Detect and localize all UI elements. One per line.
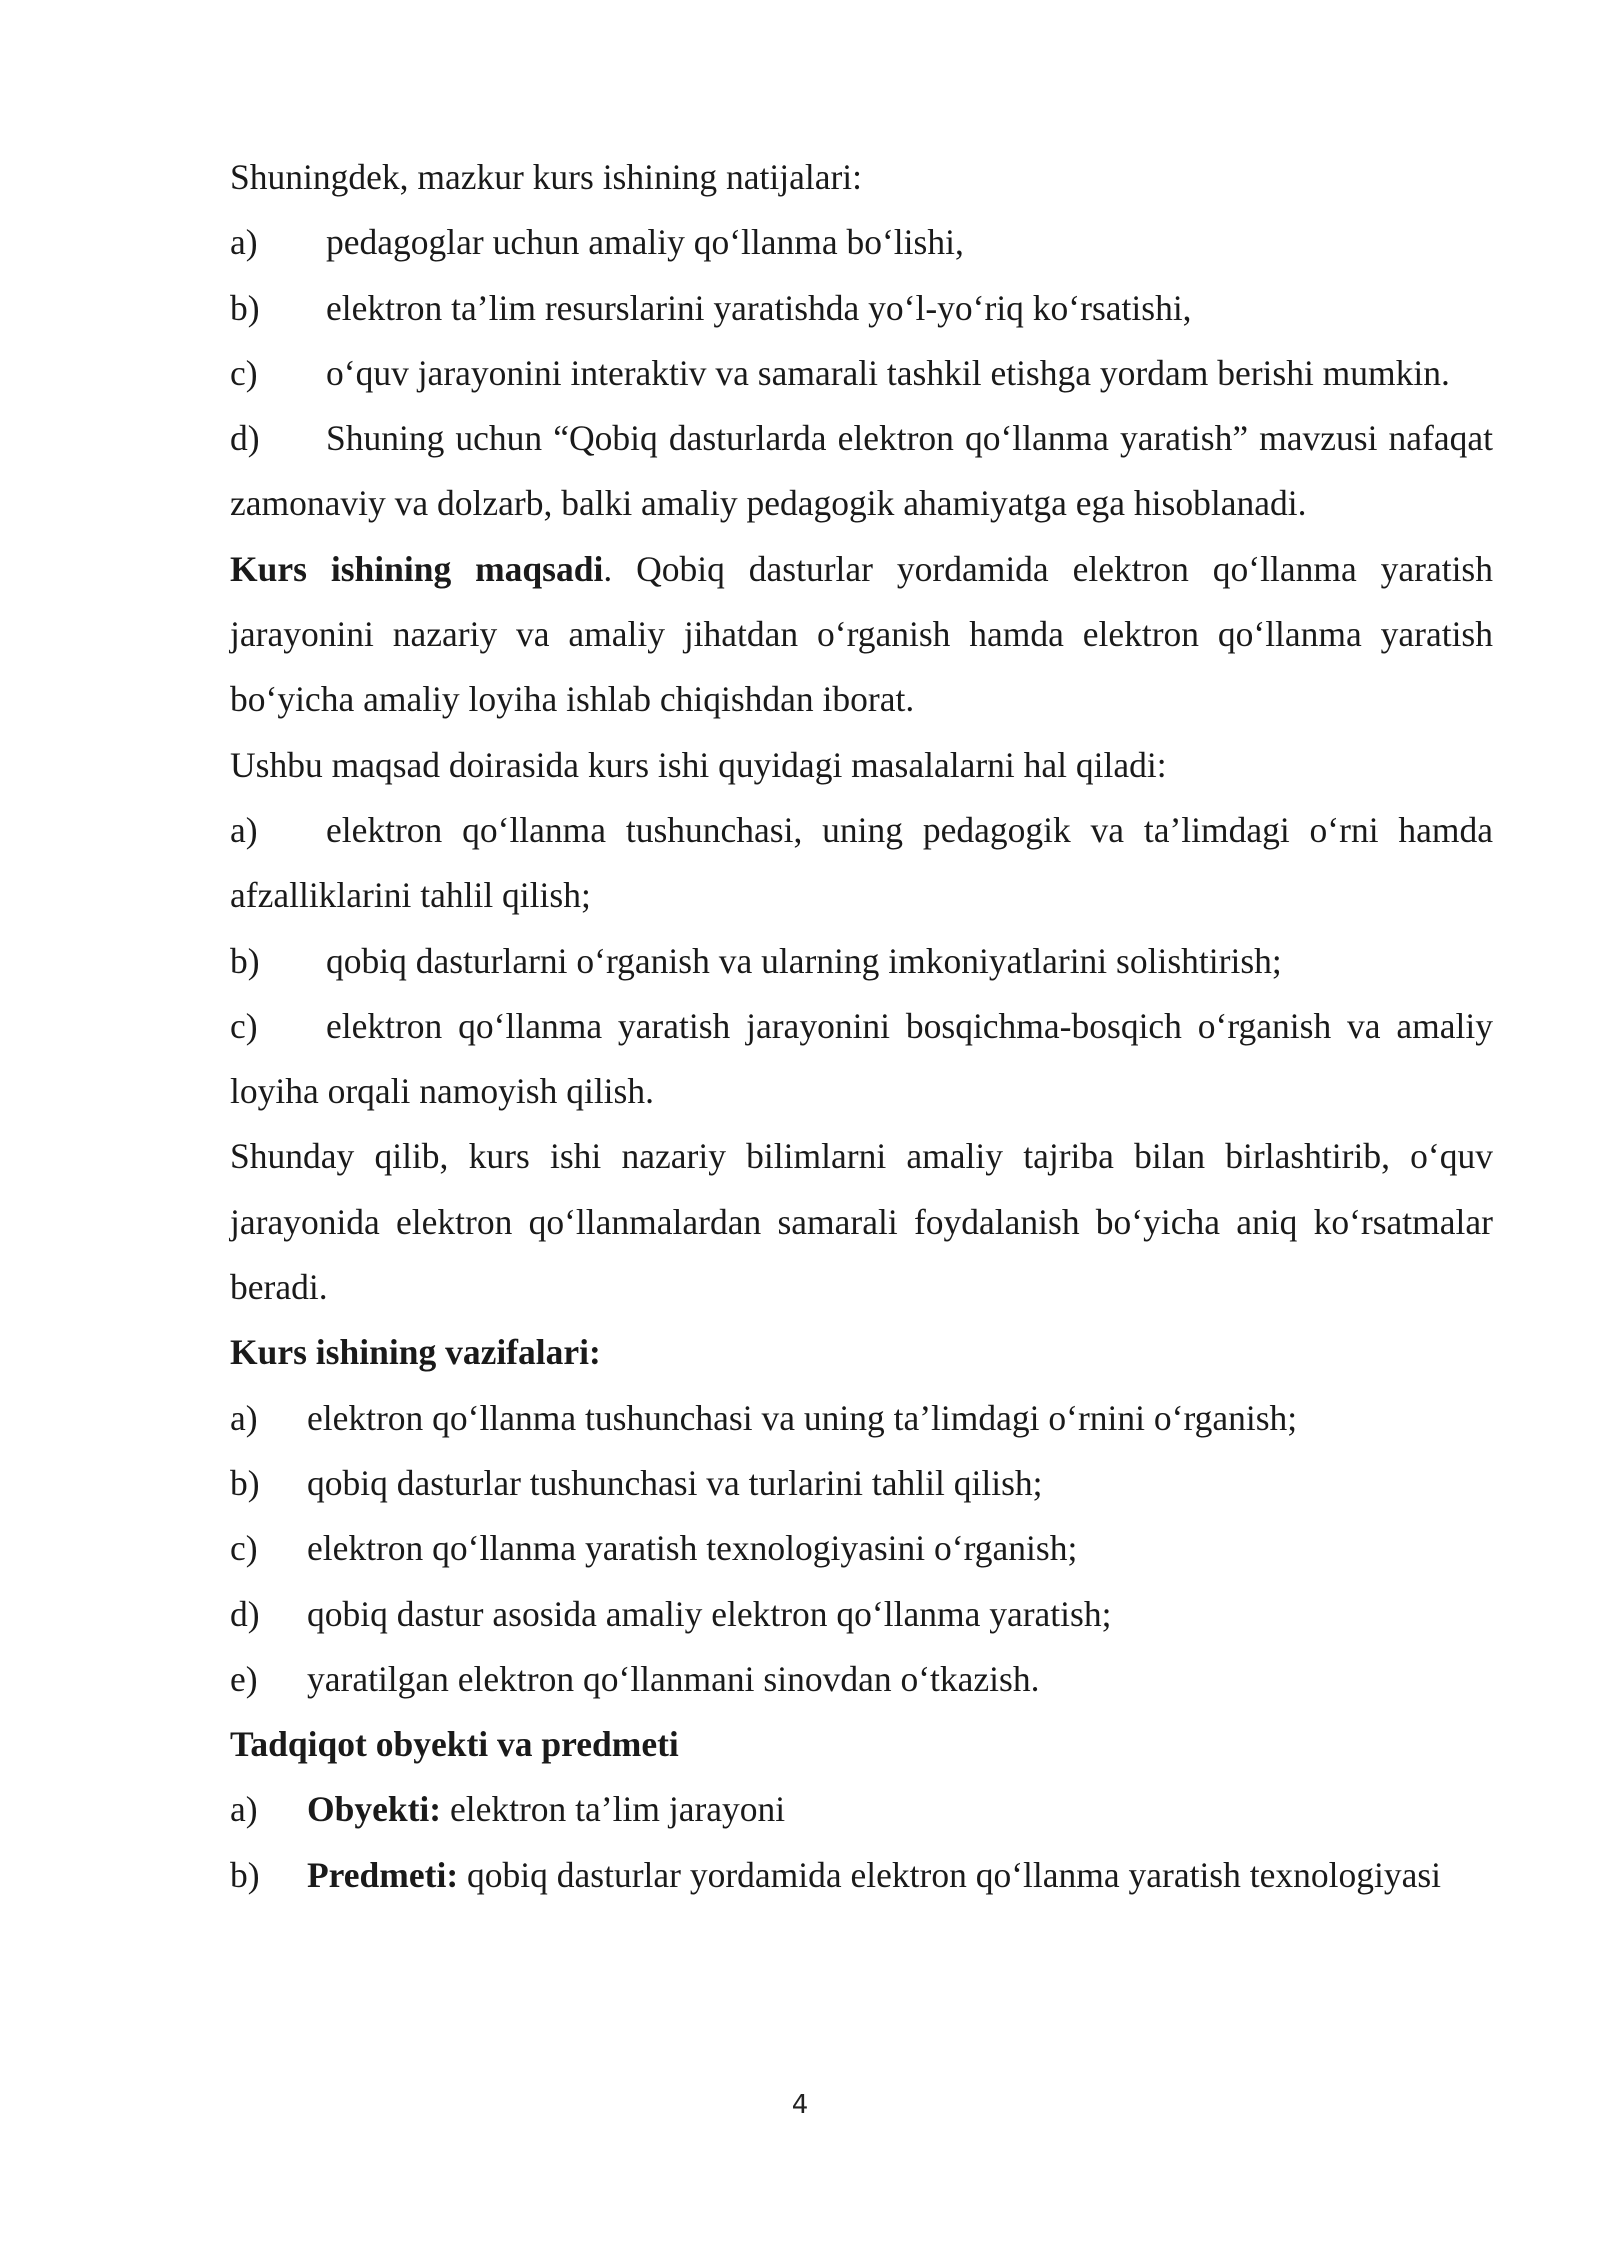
item-label: a) bbox=[230, 1397, 258, 1438]
item-label: b) bbox=[230, 1462, 260, 1503]
object-list bbox=[230, 1777, 1493, 1908]
list-item bbox=[230, 994, 1493, 1125]
object-heading bbox=[230, 1712, 1493, 1777]
item-label: a) bbox=[230, 222, 258, 263]
item-text: elektron ta’lim resurslarini yaratishda yo‘l-yo‘riq ko‘rsatishi, bbox=[326, 287, 1192, 328]
goal-heading: Kurs ishining maqsadi bbox=[230, 548, 604, 589]
results-intro: Shuningdek, mazkur kurs ishining natijalari: bbox=[230, 157, 862, 197]
page-number: 4 bbox=[791, 2090, 809, 2120]
goal-text: . Qobiq dasturlar yordamida elektron qo‘llanma yaratish jarayonini nazariy va amaliy jihatdan o‘rganish hamda elektron qo‘llanma yaratish bo‘yicha amaliy loyiha ishlab chiqishdan iborat. bbox=[230, 548, 1493, 720]
list-item bbox=[230, 1451, 1493, 1516]
item-label: b) bbox=[230, 940, 260, 981]
item-text: elektron qo‘llanma tushunchasi va uning ta’limdagi o‘rnini o‘rganish; bbox=[307, 1397, 1298, 1438]
duties-list bbox=[230, 1386, 1493, 1712]
item-label: c) bbox=[230, 1005, 258, 1046]
results-list bbox=[230, 210, 1493, 536]
item-label: b) bbox=[230, 1854, 260, 1895]
item-text: o‘quv jarayonini interaktiv va samarali tashkil etishga yordam berishi mumkin. bbox=[326, 352, 1450, 393]
list-item bbox=[230, 276, 1493, 341]
item-text: qobiq dasturlarni o‘rganish va ularning imkoniyatlarini solishtirish; bbox=[326, 940, 1282, 981]
item-text: elektron qo‘llanma yaratish jarayonini bosqichma-bosqich o‘rganish va amaliy loyiha orqali namoyish qilish. bbox=[230, 1005, 1493, 1112]
list-item bbox=[230, 798, 1493, 929]
list-item bbox=[230, 406, 1493, 537]
item-text: elektron qo‘llanma tushunchasi, uning pedagogik va ta’limdagi o‘rni hamda afzalliklarini tahlil qilish; bbox=[230, 809, 1493, 916]
item-label: b) bbox=[230, 287, 260, 328]
item-label: a) bbox=[230, 809, 258, 850]
item-text: qobiq dasturlar yordamida elektron qo‘llanma yaratish texnologiyasi bbox=[458, 1854, 1442, 1895]
tasks-list bbox=[230, 798, 1493, 1124]
item-text: yaratilgan elektron qo‘llanmani sinovdan o‘tkazish. bbox=[307, 1658, 1040, 1699]
list-item bbox=[230, 1582, 1493, 1647]
item-label: c) bbox=[230, 1528, 258, 1569]
conclusion-paragraph: Shunday qilib, kurs ishi nazariy bilimlarni amaliy tajriba bilan birlashtirib, o‘quv jarayonida elektron qo‘llanmalardan samarali foydalanish bo‘yicha aniq ko‘rsatmalar beradi. bbox=[230, 1136, 1493, 1308]
list-item bbox=[230, 210, 1493, 275]
goal-paragraph bbox=[230, 537, 1493, 733]
duties-heading bbox=[230, 1320, 1493, 1385]
item-text: elektron ta’lim jarayoni bbox=[441, 1789, 786, 1830]
item-text: qobiq dasturlar tushunchasi va turlarini tahlil qilish; bbox=[307, 1462, 1043, 1503]
list-item bbox=[230, 341, 1493, 406]
tasks-intro: Ushbu maqsad doirasida kurs ishi quyidagi masalalarni hal qiladi: bbox=[230, 744, 1167, 785]
item-label: c) bbox=[230, 352, 258, 393]
list-item bbox=[230, 1843, 1493, 1908]
list-item bbox=[230, 1647, 1493, 1712]
item-text: Shuning uchun “Qobiq dasturlarda elektron qo‘llanma yaratish” mavzusi nafaqat zamonaviy va dolzarb, balki amaliy pedagogik ahamiyatga ega hisoblanadi. bbox=[230, 418, 1493, 524]
item-text: elektron qo‘llanma yaratish texnologiyasini o‘rganish; bbox=[307, 1528, 1078, 1569]
item-label: e) bbox=[230, 1658, 258, 1699]
item-term: Obyekti: bbox=[307, 1789, 442, 1830]
list-item bbox=[230, 1516, 1493, 1581]
object-heading-text: Tadqiqot obyekti va predmeti bbox=[230, 1724, 679, 1765]
item-term: Predmeti: bbox=[307, 1854, 459, 1895]
duties-heading-text: Kurs ishining vazifalari: bbox=[230, 1332, 601, 1373]
item-text: pedagoglar uchun amaliy qo‘llanma bo‘lishi, bbox=[326, 222, 964, 263]
list-item bbox=[230, 1386, 1493, 1451]
item-text: qobiq dastur asosida amaliy elektron qo‘llanma yaratish; bbox=[307, 1593, 1112, 1634]
item-label: a) bbox=[230, 1789, 258, 1830]
item-label: d) bbox=[230, 418, 260, 459]
list-item bbox=[230, 1777, 1493, 1842]
document-page bbox=[230, 145, 1493, 1908]
item-label: d) bbox=[230, 1593, 260, 1634]
list-item bbox=[230, 929, 1493, 994]
